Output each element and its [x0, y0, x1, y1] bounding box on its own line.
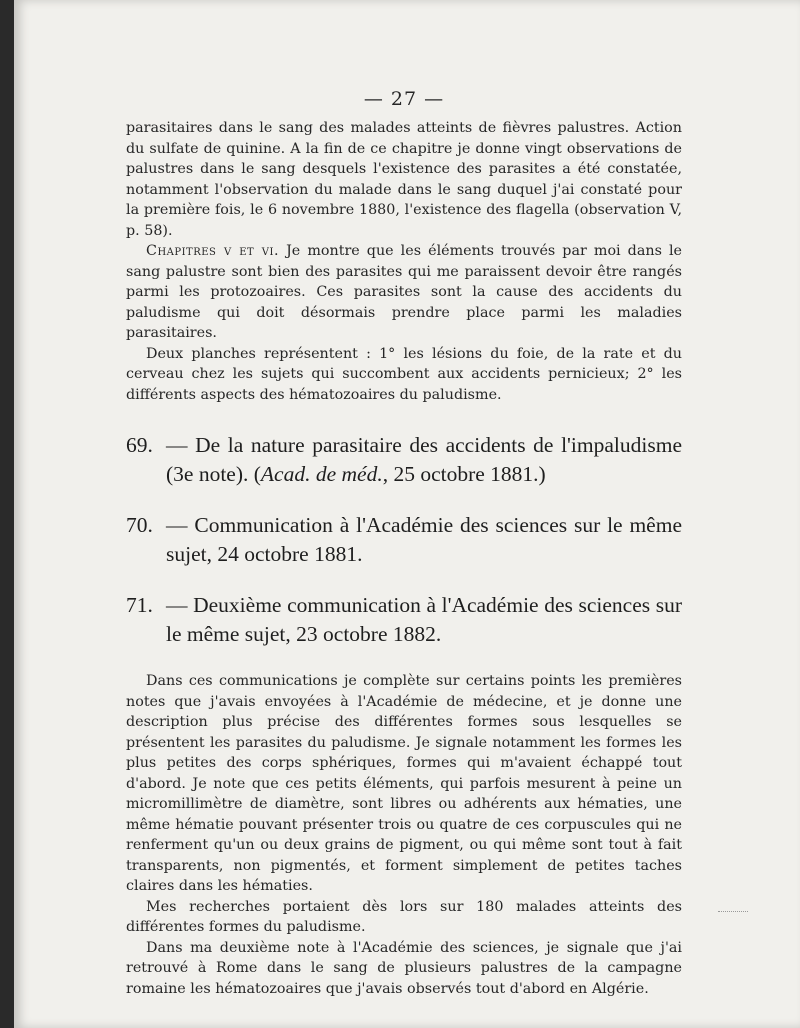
scanned-page: [14, 0, 800, 1028]
entry-source: Acad. de méd.: [260, 462, 383, 486]
entry-number: 71.: [126, 593, 153, 617]
intro-paragraph-1: parasitaires dans le sang des malades atteints de fièvres palustres. Action du sulfate de quinine. A la fin de ce chapitre je donne vingt observations de palustres dans le sang desquels l'existence des parasites a été constatée, notamment l'observation du malade dans le sang duquel j'ai constaté pour la première fois, le 6 novembre 1880, l'existence des flagella (observation V, p. 58).: [126, 120, 682, 239]
entry-70: [126, 511, 682, 569]
page-number: — 27 —: [363, 88, 445, 110]
entry-number: 70.: [126, 513, 153, 537]
intro-paragraph-3: Deux planches représentent : 1° les lésions du foie, de la rate et du cerveau chez les sujets qui succombent aux accidents pernicieux; 2° les différents aspects des hématozoaires du paludisme.: [126, 345, 682, 403]
intro-paragraph-2-text: Je montre que les éléments trouvés par moi dans le sang palustre sont bien des parasites qui me paraissent devoir être rangés parmi les protozoaires. Ces parasites sont la cause des accidents du paludisme qui doit désormais prendre place parmi les maladies parasitaires.: [126, 243, 682, 341]
closing-paragraph-1: Dans ces communications je complète sur certains points les premières notes que j'avais envoyées à l'Académie de médecine, et je donne une description plus précise des différentes formes sous lesquelles se présentent les parasites du paludisme. Je signale notamment les formes les plus petites des corps sphériques, formes qui m'avaient échappé tout d'abord. Je note que ces petits éléments, qui parfois mesurent à peine un micromillimètre de diamètre, sont libres ou adhérents aux hématies, une même hématie pouvant présenter trois ou quatre de ces corpuscules qui ne renferment qu'un ou deux grains de pigment, ou qui même sont tout à fait transparents, non pigmentés, et forment simplement de petites taches claires dans les hématies.: [126, 673, 682, 894]
bibliography-entries: [126, 431, 682, 649]
entry-title: — Deuxième communication à l'Académie des sciences sur le même sujet, 23 octobre 1882.: [166, 593, 682, 646]
closing-section: [126, 671, 682, 999]
scan-artifact: [718, 911, 748, 918]
entry-date: , 25 octobre 1881.): [382, 462, 546, 486]
chapter-lead: Chapitres v et vi.: [146, 243, 280, 259]
entry-title: — De la nature parasitaire des accidents de l'impaludisme (3e note). (: [166, 433, 682, 486]
entry-69: [126, 431, 682, 489]
closing-paragraph-2: Mes recherches portaient dès lors sur 180 malades atteints des différentes formes du paludisme.: [126, 898, 682, 935]
entry-71: [126, 591, 682, 649]
closing-paragraph-3: Dans ma deuxième note à l'Académie des sciences, je signale que j'ai retrouvé à Rome dans le sang de plusieurs palustres de la campagne romaine les hématozoaires que j'avais observés tout d'abord en Algérie.: [126, 939, 682, 997]
entry-title: — Communication à l'Académie des sciences sur le même sujet, 24 octobre 1881.: [166, 513, 682, 566]
page-content: [126, 88, 682, 999]
entry-number: 69.: [126, 433, 153, 457]
intro-paragraph-2: [126, 241, 682, 344]
